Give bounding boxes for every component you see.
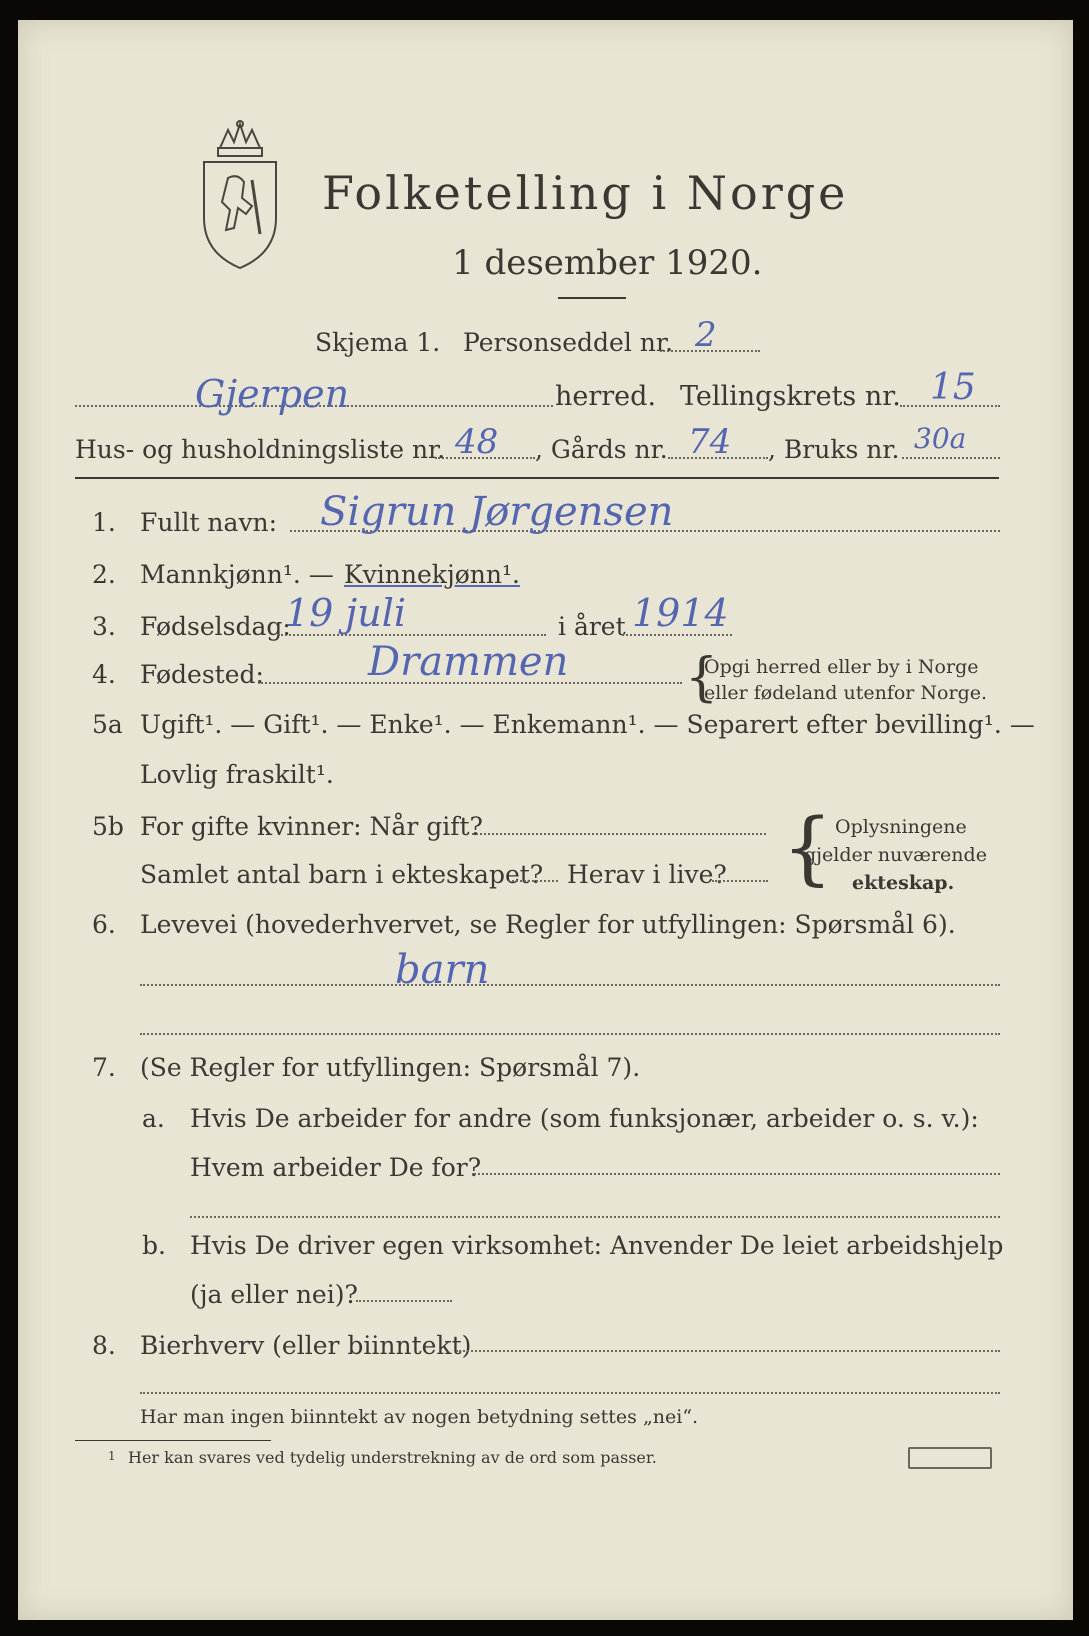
personseddel-value: 2 bbox=[695, 315, 717, 355]
q7b-letter: b. bbox=[142, 1231, 166, 1260]
q3-year-label: i året bbox=[558, 612, 626, 641]
gards-label: , Gårds nr. bbox=[535, 435, 668, 464]
q6-label: Levevei (hovederhvervet, se Regler for utfyllingen: Spørsmål 6). bbox=[140, 910, 956, 939]
q8-note: Har man ingen biinntekt av nogen betydning settes „nei“. bbox=[140, 1406, 699, 1428]
q7a-question: Hvis De arbeider for andre (som funksjonær, arbeider o. s. v.): bbox=[190, 1104, 979, 1133]
personseddel-label: Personseddel nr. bbox=[463, 328, 674, 357]
q5b-number: 5b bbox=[92, 812, 124, 841]
q5b-note-line1: Oplysningene bbox=[835, 816, 967, 838]
herred-label: herred. bbox=[555, 381, 657, 412]
q4-brace: { bbox=[685, 648, 719, 708]
census-date: 1 desember 1920. bbox=[452, 243, 763, 283]
q7b-yes-no-label: (ja eller nei)? bbox=[190, 1280, 358, 1309]
q8-number: 8. bbox=[92, 1331, 116, 1360]
q7-number: 7. bbox=[92, 1053, 116, 1082]
herred-value: Gjerpen bbox=[195, 372, 350, 416]
q4-note-line1: Opgi herred eller by i Norge bbox=[704, 656, 979, 678]
q4-note-line2: eller fødeland utenfor Norge. bbox=[704, 682, 988, 704]
q7a-employer-label: Hvem arbeider De for? bbox=[190, 1153, 482, 1182]
q6-line2 bbox=[140, 1033, 1000, 1035]
form-title: Folketelling i Norge bbox=[322, 166, 849, 220]
q4-number: 4. bbox=[92, 660, 116, 689]
q1-number: 1. bbox=[92, 508, 116, 537]
q2-female-option: Kvinnekjønn¹. bbox=[344, 560, 520, 589]
q5b-note-line3: ekteskap. bbox=[852, 872, 955, 894]
q7b-yes-no-line bbox=[356, 1300, 452, 1302]
q5a-options-line2: Lovlig fraskilt¹. bbox=[140, 760, 334, 789]
coat-of-arms-icon bbox=[198, 118, 282, 270]
header-divider bbox=[75, 477, 999, 479]
q8-line1 bbox=[456, 1350, 1000, 1352]
q8-label: Bierhverv (eller biinntekt) bbox=[140, 1331, 472, 1360]
husliste-label: Hus- og husholdningsliste nr. bbox=[75, 435, 446, 464]
q3-value: 19 juli bbox=[285, 591, 406, 635]
q7a-employer-line1 bbox=[474, 1173, 1000, 1175]
q5b-married-line bbox=[472, 833, 766, 835]
footnote-text: Her kan svares ved tydelig understrekning av de ord som passer. bbox=[128, 1448, 657, 1467]
q4-label: Fødested: bbox=[140, 660, 264, 689]
q5b-children-label: Samlet antal barn i ekteskapet? bbox=[140, 860, 544, 889]
q4-value: Drammen bbox=[368, 639, 569, 685]
q3-year-value: 1914 bbox=[632, 591, 729, 635]
tellingskrets-value: 15 bbox=[930, 367, 976, 408]
q8-line2 bbox=[140, 1392, 1000, 1394]
q1-label: Fullt navn: bbox=[140, 508, 278, 537]
schema-label: Skjema 1. bbox=[315, 328, 441, 357]
q6-line1 bbox=[140, 984, 1000, 986]
q5b-note-line2: gjelder nuværende bbox=[804, 844, 987, 866]
q2-male-option: Mannkjønn¹. — bbox=[140, 560, 334, 589]
q6-number: 6. bbox=[92, 910, 116, 939]
printer-stamp bbox=[908, 1447, 992, 1469]
q3-label: Fødselsdag: bbox=[140, 612, 291, 641]
q1-value: Sigrun Jørgensen bbox=[320, 489, 674, 535]
q7-label: (Se Regler for utfyllingen: Spørsmål 7). bbox=[140, 1053, 641, 1082]
tellingskrets-label: Tellingskrets nr. bbox=[680, 381, 901, 412]
q3-number: 3. bbox=[92, 612, 116, 641]
q7b-question: Hvis De driver egen virksomhet: Anvender De leiet arbeidshjelp bbox=[190, 1231, 1004, 1260]
q7a-employer-line2 bbox=[190, 1216, 1000, 1218]
q5a-options-line1: Ugift¹. — Gift¹. — Enke¹. — Enkemann¹. — Separert efter bevilling¹. — bbox=[140, 710, 1035, 739]
gards-value: 74 bbox=[688, 422, 732, 462]
q5b-married-label: For gifte kvinner: Når gift? bbox=[140, 812, 483, 841]
q6-value: barn bbox=[395, 947, 490, 993]
q5b-alive-line bbox=[712, 880, 768, 882]
title-rule bbox=[558, 297, 626, 299]
q5b-children-line bbox=[508, 880, 558, 882]
bruks-line bbox=[902, 457, 1000, 459]
footnote-mark: 1 bbox=[108, 1449, 116, 1463]
footnote-rule bbox=[75, 1440, 271, 1441]
q5b-alive-label: Herav i live? bbox=[567, 860, 727, 889]
q7a-letter: a. bbox=[142, 1104, 165, 1133]
husliste-value: 48 bbox=[455, 422, 499, 462]
bruks-value: 30a bbox=[914, 422, 967, 455]
bruks-label: , Bruks nr. bbox=[768, 435, 900, 464]
q5a-number: 5a bbox=[92, 710, 123, 739]
q2-number: 2. bbox=[92, 560, 116, 589]
q5b-brace: { bbox=[782, 801, 833, 894]
